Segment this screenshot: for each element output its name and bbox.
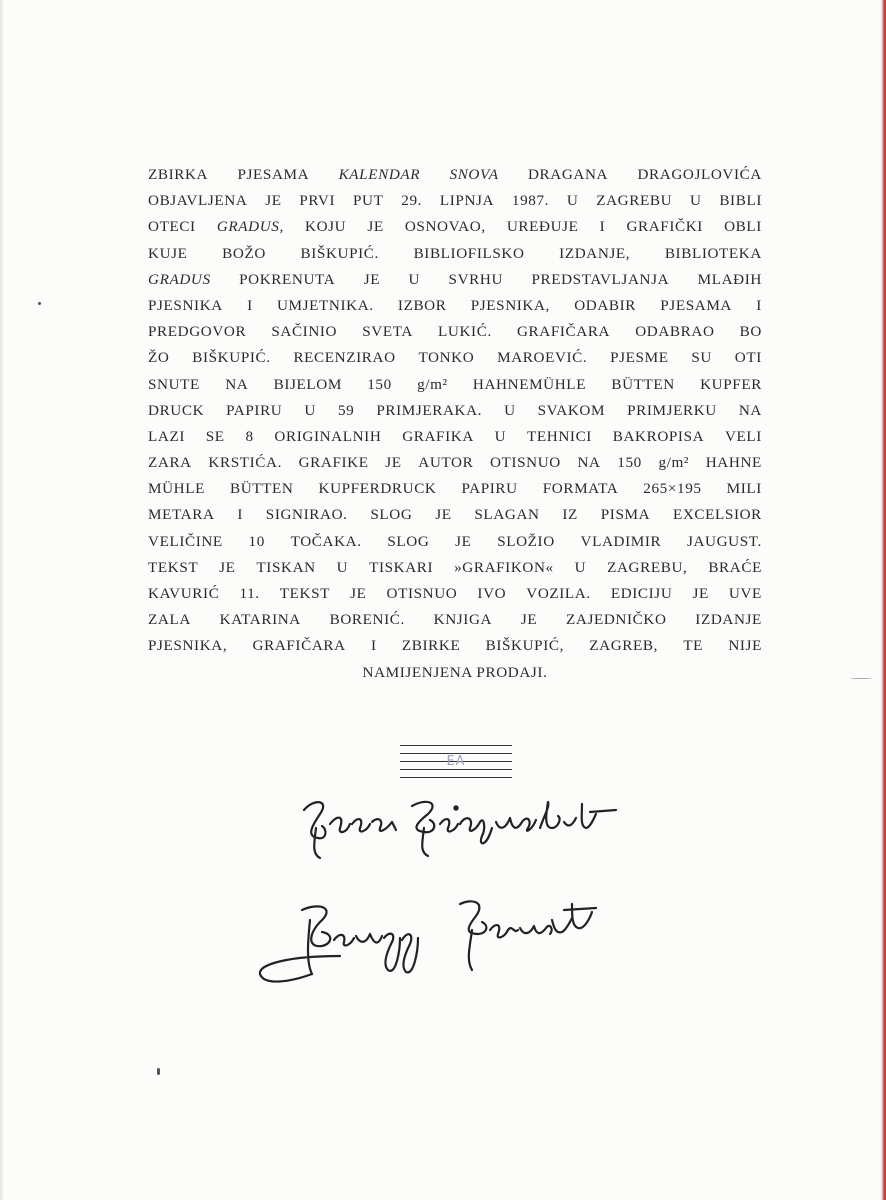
colophon-word: »GRAFIKON« <box>454 558 554 576</box>
colophon-word: JE <box>265 192 282 210</box>
colophon-word: BIBLI <box>719 192 762 210</box>
colophon-word: GRADUS <box>148 270 211 288</box>
colophon-word: JE <box>435 506 452 524</box>
colophon-word: KOJU <box>305 218 347 236</box>
colophon-word: UMJETNIKA. <box>276 296 374 314</box>
colophon-line <box>148 345 762 371</box>
colophon-word: PREDGOVOR <box>148 323 247 341</box>
colophon-word: MAROEVIĆ. <box>497 349 588 367</box>
colophon-word: TE <box>683 637 704 655</box>
colophon-word: g/m² <box>417 375 448 393</box>
colophon-word: PJESAMA <box>237 166 310 183</box>
colophon-word: PRVI <box>299 192 336 210</box>
colophon-word: ORIGINALNIH <box>274 427 382 445</box>
colophon-word: SE <box>205 427 225 445</box>
colophon-word: BIŠKUPIĆ. <box>192 349 271 367</box>
colophon-word: JE <box>350 585 367 602</box>
colophon-word: JE <box>692 585 709 602</box>
colophon-word: MÜHLE <box>148 480 205 498</box>
colophon-word: NA <box>577 454 601 472</box>
colophon-word: ZAGREBU, <box>607 558 688 576</box>
colophon-word: ODABIR <box>574 296 637 314</box>
colophon-word: U <box>689 192 702 210</box>
colophon-word: U <box>494 427 507 445</box>
colophon-word: BIBLIOFILSKO <box>413 244 525 262</box>
colophon-word: PRIMJERAKA. <box>376 401 483 419</box>
artist-signature <box>250 890 610 1000</box>
colophon-word: AUTOR <box>418 454 474 472</box>
colophon-line <box>148 633 762 659</box>
colophon-word: 59 <box>337 401 355 419</box>
colophon-word: SNOVA <box>449 166 499 183</box>
colophon-word: BAKROPISA <box>612 427 705 445</box>
colophon-word: TEKST <box>279 585 331 602</box>
colophon-word: I <box>599 218 606 236</box>
colophon-word: GRAFIKE <box>298 454 369 472</box>
colophon-word: IZ <box>562 506 578 524</box>
colophon-word: DRAGOJLOVIĆA <box>637 166 762 183</box>
colophon-word: KNJIGA <box>433 611 493 629</box>
colophon-word: U <box>304 401 316 419</box>
colophon-word: PREDSTAVLJANJA <box>531 270 670 288</box>
colophon-word: IZBOR <box>397 296 447 314</box>
colophon-word: U <box>574 558 587 576</box>
colophon-word: PAPIRU <box>226 401 283 419</box>
colophon-word: BÜTTEN <box>611 375 675 393</box>
colophon-word: BOŽO <box>222 244 266 262</box>
colophon-word: ZBIRKE <box>401 637 461 655</box>
colophon-word: OTISNUO <box>489 454 561 472</box>
colophon-word: LUKIĆ. <box>438 323 492 341</box>
colophon-word: g/m² <box>658 454 690 472</box>
colophon-word: JE <box>219 558 236 576</box>
colophon-word: UVE <box>728 585 762 602</box>
colophon-line <box>148 450 762 476</box>
colophon-word: JE <box>363 270 381 288</box>
colophon-word: BIŠKUPIĆ. <box>300 244 379 262</box>
colophon-word: TONKO <box>418 349 475 367</box>
colophon-line <box>148 502 762 528</box>
colophon-word: PJESNIKA <box>148 296 223 314</box>
colophon-word: TOČAKA. <box>290 532 362 550</box>
colophon-word: ZBIRKA <box>148 166 209 183</box>
colophon-word: SAČINIO <box>271 323 338 341</box>
colophon-line <box>148 319 762 345</box>
colophon-line <box>148 188 762 214</box>
colophon-word: I <box>756 296 762 314</box>
colophon-word: SIGNIRAO. <box>265 506 348 524</box>
colophon-word: SLOG <box>387 532 430 550</box>
colophon-word: ZAGREB, <box>589 637 659 655</box>
colophon-word: TEHNICI <box>527 427 592 445</box>
colophon-word: KUPFER <box>700 375 762 393</box>
colophon-line <box>148 267 762 293</box>
colophon-word: NA <box>225 375 249 393</box>
colophon-word: 1987. <box>511 192 550 210</box>
colophon-word: KRSTIĆA. <box>208 454 282 472</box>
colophon-word: KATARINA <box>219 611 301 629</box>
colophon-word: DRAGANA <box>527 166 609 183</box>
page-left-edge <box>0 0 4 1200</box>
colophon-line <box>148 581 762 607</box>
colophon-word: 150 <box>367 375 392 393</box>
colophon-word: SVAKOM <box>537 401 606 419</box>
colophon-word: 150 <box>617 454 642 472</box>
colophon-word: SLAGAN <box>474 506 540 524</box>
colophon-word: ZARA <box>148 454 192 472</box>
colophon-line <box>148 398 762 424</box>
colophon-word: GRAFIČARA <box>252 637 346 655</box>
paper-speck <box>38 302 41 305</box>
colophon-word: OTECI <box>148 218 196 236</box>
edition-mark <box>400 745 512 779</box>
paper-speck <box>850 678 872 679</box>
colophon-word: 8 <box>245 427 254 445</box>
colophon-word: MILI <box>726 480 762 498</box>
colophon-word: GRADUS, <box>216 218 284 236</box>
colophon-word: I <box>237 506 243 524</box>
colophon-word: ODABRAO <box>635 323 715 341</box>
colophon-word: I <box>247 296 253 314</box>
colophon-line <box>148 476 762 502</box>
colophon-word: EDICIJU <box>610 585 673 602</box>
colophon-word: ZALA <box>148 611 191 629</box>
colophon-word: MLAĐIH <box>697 270 762 288</box>
colophon-word: LIPNJA <box>439 192 495 210</box>
colophon-word: U <box>336 558 349 576</box>
colophon-word: KUJE <box>148 244 188 262</box>
colophon-line <box>148 162 762 188</box>
colophon-word: PJESNIKA, <box>148 637 228 655</box>
colophon-word: KAVURIĆ <box>148 585 220 602</box>
colophon-word: ZAGREBU <box>596 192 673 210</box>
colophon-word: 11. <box>239 585 260 602</box>
author-signature <box>300 788 630 868</box>
colophon-word: ŽO <box>148 349 170 367</box>
colophon-word: IZDANJE <box>695 611 762 629</box>
colophon-word: PRIMJERKU <box>627 401 717 419</box>
colophon-word: TEKST <box>148 558 199 576</box>
colophon-word: U <box>408 270 421 288</box>
colophon-word: 10 <box>248 532 265 550</box>
colophon-word: PUT <box>352 192 384 210</box>
edition-rule <box>400 769 512 770</box>
colophon-word: KUPFERDRUCK <box>318 480 437 498</box>
colophon-word: OSNOVAO, <box>404 218 486 236</box>
colophon-line <box>148 214 762 240</box>
colophon-word: DRUCK <box>148 401 205 419</box>
colophon-word: BO <box>739 323 762 341</box>
page-right-edge <box>880 0 886 1200</box>
colophon-word: JE <box>367 218 384 236</box>
colophon-line <box>148 607 762 633</box>
colophon-word: SLOŽIO <box>497 532 555 550</box>
colophon-word: UREĐUJE <box>506 218 579 236</box>
colophon-line <box>148 241 762 267</box>
colophon-word: BIJELOM <box>273 375 342 393</box>
colophon-last-line: NAMIJENJENA PRODAJI. <box>362 663 548 681</box>
colophon-word: 265×195 <box>643 480 702 498</box>
colophon-text <box>148 162 762 686</box>
colophon-word: JE <box>385 454 402 472</box>
colophon-word: VLADIMIR <box>580 532 662 550</box>
colophon-word: BIŠKUPIĆ, <box>485 637 565 655</box>
colophon-word: OBLI <box>724 218 762 236</box>
colophon-line <box>148 529 762 555</box>
colophon-word: OTI <box>734 349 762 367</box>
colophon-word: SVETA <box>362 323 413 341</box>
colophon-word: SVRHU <box>448 270 504 288</box>
colophon-word: KALENDAR <box>338 166 421 183</box>
colophon-word: OBJAVLJENA <box>148 192 248 210</box>
colophon-word: VELI <box>724 427 762 445</box>
colophon-word: SLOG <box>370 506 413 524</box>
colophon-line <box>148 424 762 450</box>
colophon-word: BÜTTEN <box>230 480 294 498</box>
paper-speck <box>157 1068 160 1075</box>
edition-number: EA <box>446 754 466 769</box>
colophon-word: GRAFIČKI <box>626 218 703 236</box>
colophon-word: JAUGUST. <box>686 532 762 550</box>
colophon-word: U <box>566 192 579 210</box>
colophon-word: JE <box>455 532 472 550</box>
colophon-word: GRAFIKA <box>402 427 474 445</box>
colophon-word: OTISNUO <box>386 585 458 602</box>
colophon-word: NA <box>738 401 762 419</box>
colophon-word: PAPIRU <box>461 480 518 498</box>
colophon-word: IVO <box>477 585 507 602</box>
colophon-word: BORENIĆ. <box>329 611 405 629</box>
colophon-word: POKRENUTA <box>239 270 336 288</box>
colophon-word: PISMA <box>600 506 651 524</box>
colophon-word: U <box>504 401 516 419</box>
colophon-word: HAHNEMÜHLE <box>472 375 587 393</box>
colophon-word: LAZI <box>148 427 185 445</box>
colophon-word: BIBLIOTEKA <box>664 244 762 262</box>
colophon-word: PJESNIKA, <box>470 296 550 314</box>
colophon-word: 29. <box>401 192 423 210</box>
colophon-word: JE <box>520 611 538 629</box>
colophon-word: EXCELSIOR <box>672 506 762 524</box>
colophon-word: BRAĆE <box>708 558 762 576</box>
colophon-word: HAHNE <box>705 454 762 472</box>
colophon-word: SNUTE <box>148 375 200 393</box>
colophon-word: RECENZIRAO <box>293 349 396 367</box>
colophon-word: TISKAN <box>256 558 316 576</box>
colophon-word: METARA <box>148 506 215 524</box>
edition-rule <box>400 777 512 778</box>
colophon-word: NIJE <box>728 637 762 655</box>
colophon-word: PJESME <box>610 349 669 367</box>
colophon-word: FORMATA <box>542 480 619 498</box>
colophon-word: PJESAMA <box>660 296 732 314</box>
colophon-word: VELIČINE <box>148 532 223 550</box>
colophon-word: GRAFIČARA <box>516 323 611 341</box>
colophon-word: TISKARI <box>369 558 434 576</box>
colophon-line <box>148 372 762 398</box>
colophon-word: VOZILA. <box>526 585 591 602</box>
edition-rule <box>400 745 512 746</box>
colophon-line <box>148 555 762 581</box>
colophon-word: I <box>370 637 377 655</box>
colophon-word: SU <box>691 349 712 367</box>
colophon-line <box>148 293 762 319</box>
colophon-word: ZAJEDNIČKO <box>566 611 667 629</box>
colophon-word: IZDANJE, <box>559 244 631 262</box>
